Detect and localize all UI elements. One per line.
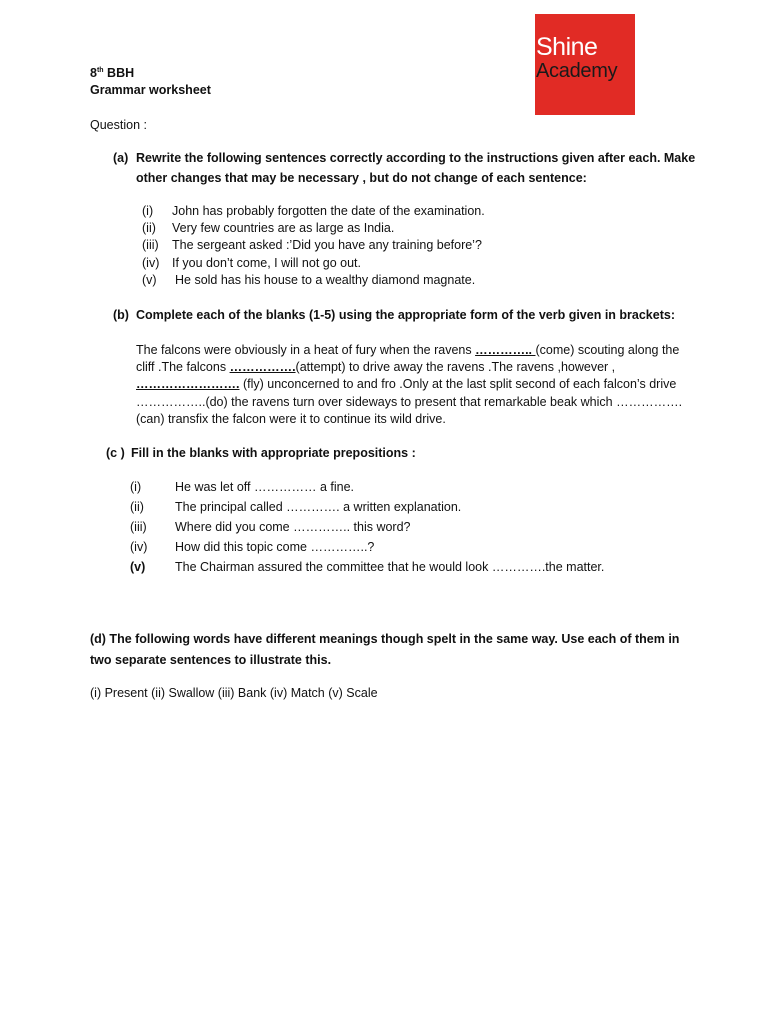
passage-line4: ……………..(do) the ravens turn over sideways to present that remarkable beak which ……………. xyxy=(136,395,683,409)
section-b-label: (b) xyxy=(113,308,129,322)
logo-line1: Shine xyxy=(536,33,598,61)
blank-3: ……………………. xyxy=(136,377,240,391)
section-d-words: (i) Present (ii) Swallow (iii) Bank (iv) Match (v) Scale xyxy=(90,686,378,700)
question-label: Question : xyxy=(90,118,147,132)
section-c-label: (c ) xyxy=(106,446,125,460)
passage-line3: ……………………. (fly) unconcerned to and fro .Only at the last split second of each falcon’s drive xyxy=(136,377,677,391)
passage-line2: cliff .The falcons …………….(attempt) to drive away the ravens .The ravens ,however , xyxy=(136,360,616,374)
logo-line2: Academy xyxy=(536,60,618,82)
section-d-instruction-line1: (d) The following words have different meanings though spelt in the same way. Use each of them in xyxy=(90,632,680,646)
section-c-instruction: Fill in the blanks with appropriate prepositions : xyxy=(131,446,416,460)
shine-academy-logo xyxy=(535,14,635,115)
passage-line1: The falcons were obviously in a heat of fury when the ravens ………….. (come) scouting along the xyxy=(136,343,680,357)
section-a-instruction-line1: Rewrite the following sentences correctly according to the instructions given after each. Make xyxy=(136,151,696,165)
section-d-instruction-line2: two separate sentences to illustrate this. xyxy=(90,653,332,667)
grade-label: 8th BBH xyxy=(90,66,135,80)
section-a-label: (a) xyxy=(113,151,129,165)
passage-line5: (can) transfix the falcon were it to continue its wild drive. xyxy=(136,412,446,426)
section-a-instruction-line2: other changes that may be necessary , but do not change of each sentence: xyxy=(136,171,587,185)
blank-1: ………….. xyxy=(475,343,536,357)
worksheet-title: Grammar worksheet xyxy=(90,83,211,97)
section-b-instruction: Complete each of the blanks (1-5) using the appropriate form of the verb given in brackets: xyxy=(136,308,675,322)
blank-2: ……………. xyxy=(229,360,296,374)
